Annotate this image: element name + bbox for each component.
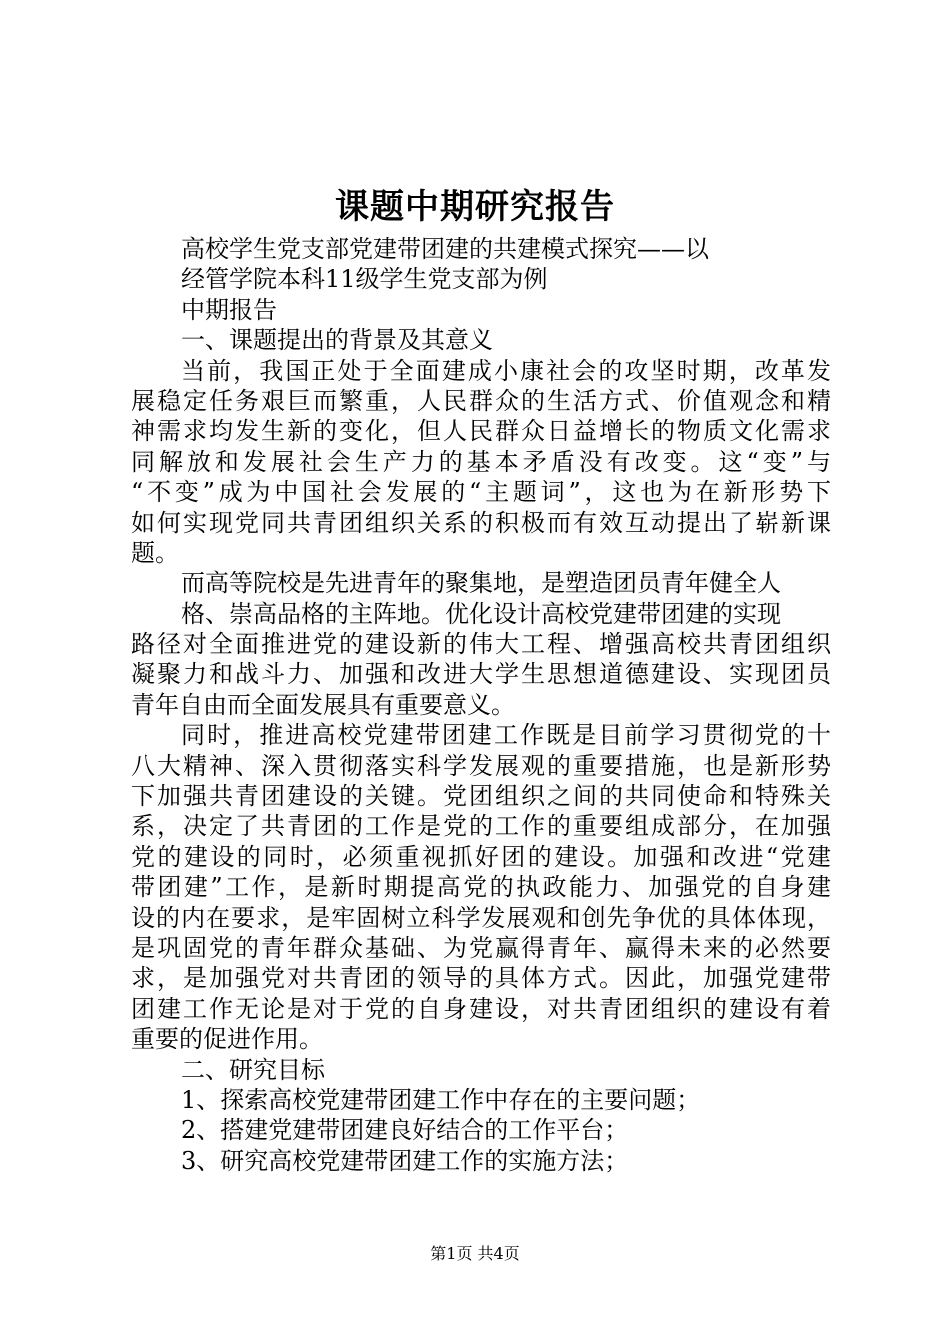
paragraph-line: 同时，推进高校党建带团建工作既是目前学习贯彻党的十 [181, 721, 831, 750]
list-item: 2、搭建党建带团建良好结合的工作平台； [181, 1116, 629, 1145]
paragraph-line: 党的建设的同时，必须重视抓好团的建设。加强和改进“党建 [131, 842, 831, 871]
paragraph-line: “不变”成为中国社会发展的“主题词”，这也为在新形势下 [131, 478, 831, 507]
page-footer: 第1页 共4页 [430, 1244, 520, 1263]
paragraph-line: 设的内在要求，是牢固树立科学发展观和创先争优的具体体现， [131, 903, 831, 932]
subtitle-line: 经管学院本科11级学生党支部为例 [181, 265, 548, 294]
paragraph-line: 格、崇高品格的主阵地。优化设计高校党建带团建的实现 [181, 599, 781, 628]
paragraph-line: 青年自由而全面发展具有重要意义。 [131, 690, 515, 719]
section-heading: 二、研究目标 [181, 1055, 325, 1084]
paragraph-line: 神需求均发生新的变化，但人民群众日益增长的物质文化需求 [131, 417, 831, 446]
paragraph-line: 重要的促进作用。 [131, 1025, 323, 1054]
paragraph-line: 下加强共青团建设的关键。党团组织之间的共同使命和特殊关 [131, 782, 831, 811]
paragraph-line: 凝聚力和战斗力、加强和改进大学生思想道德建设、实现团员 [131, 660, 831, 689]
paragraph-line: 展稳定任务艰巨而繁重，人民群众的生活方式、价值观念和精 [131, 386, 831, 415]
paragraph-line: 系，决定了共青团的工作是党的工作的重要组成部分，在加强 [131, 812, 831, 841]
document-body [131, 234, 831, 1176]
paragraph-line: 求，是加强党对共青团的领导的具体方式。因此，加强党建带 [131, 964, 831, 993]
paragraph-line: 如何实现党同共青团组织关系的积极而有效互动提出了崭新课 [131, 508, 831, 537]
list-item: 3、研究高校党建带团建工作的实施方法； [181, 1146, 629, 1175]
paragraph-line: 团建工作无论是对于党的自身建设，对共青团组织的建设有着 [131, 994, 831, 1023]
list-item: 1、探索高校党建带团建工作中存在的主要问题； [181, 1085, 701, 1114]
paragraph-line: 八大精神、深入贯彻落实科学发展观的重要措施，也是新形势 [131, 751, 831, 780]
paragraph-line: 题。 [131, 538, 179, 567]
subtitle-line: 高校学生党支部党建带团建的共建模式探究——以 [181, 235, 709, 263]
paragraph-line: 带团建”工作，是新时期提高党的执政能力、加强党的自身建 [131, 873, 831, 902]
paragraph-line: 路径对全面推进党的建设新的伟大工程、增强高校共青团组织 [131, 630, 831, 659]
document-title: 课题中期研究报告 [335, 187, 615, 227]
paragraph-line: 当前，我国正处于全面建成小康社会的攻坚时期，改革发 [181, 356, 831, 385]
section-heading: 一、课题提出的背景及其意义 [181, 326, 493, 355]
paragraph-line: 同解放和发展社会生产力的基本矛盾没有改变。这“变”与 [131, 447, 831, 476]
subtitle-line: 中期报告 [181, 295, 277, 324]
paragraph-line: 是巩固党的青年群众基础、为党赢得青年、赢得未来的必然要 [131, 933, 831, 962]
paragraph-line: 而高等院校是先进青年的聚集地，是塑造团员青年健全人 [181, 569, 781, 598]
